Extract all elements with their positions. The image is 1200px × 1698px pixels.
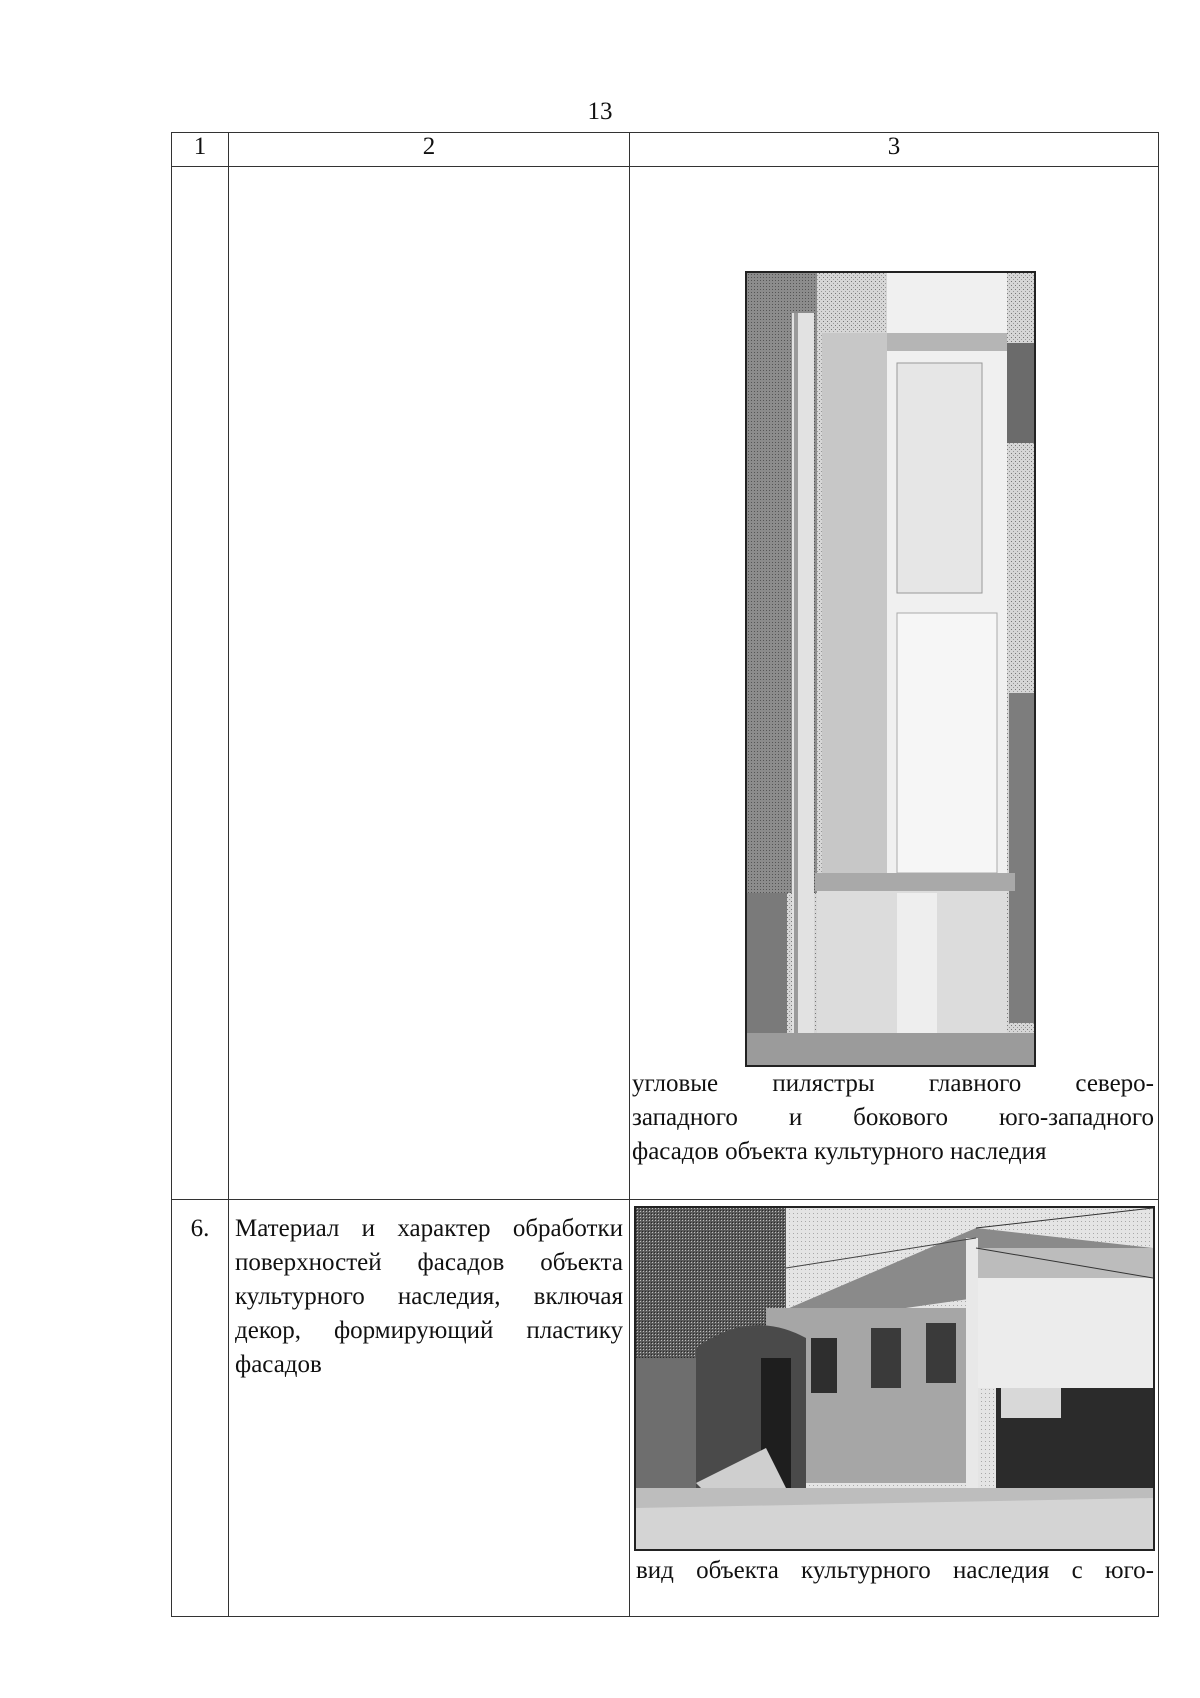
- corner-pilasters-photo: [745, 271, 1036, 1067]
- table-row: [172, 167, 1159, 1200]
- caption-line: угловые пилястры главного северо-: [632, 1070, 1154, 1097]
- photo-caption: [636, 1554, 1154, 1588]
- row-photo-cell: [630, 1200, 1159, 1617]
- header-col-3: 3: [630, 133, 1159, 167]
- header-col-2: 2: [229, 133, 630, 167]
- row-description: [229, 167, 630, 1200]
- caption-line: западного и бокового юго-западного: [632, 1104, 1154, 1131]
- heritage-table: [171, 132, 1159, 1617]
- table-header-row: [172, 133, 1159, 167]
- row-photo-cell: [630, 167, 1159, 1200]
- row-description: Материал и характер обработки поверхностей фасадов объекта культурного наследия, включая декор, формирующий пластику фасадов: [229, 1200, 630, 1617]
- caption-line: фасадов объекта культурного наследия: [632, 1138, 1047, 1165]
- header-col-1: 1: [172, 133, 229, 167]
- row-number: [172, 167, 229, 1200]
- table-row: [172, 1200, 1159, 1617]
- photo-caption: [632, 1067, 1154, 1169]
- caption-line: вид объекта культурного наследия с юго-: [636, 1557, 1154, 1584]
- row-number: 6.: [172, 1200, 229, 1617]
- building-view-photo: [634, 1206, 1155, 1551]
- page-number: 13: [587, 98, 613, 125]
